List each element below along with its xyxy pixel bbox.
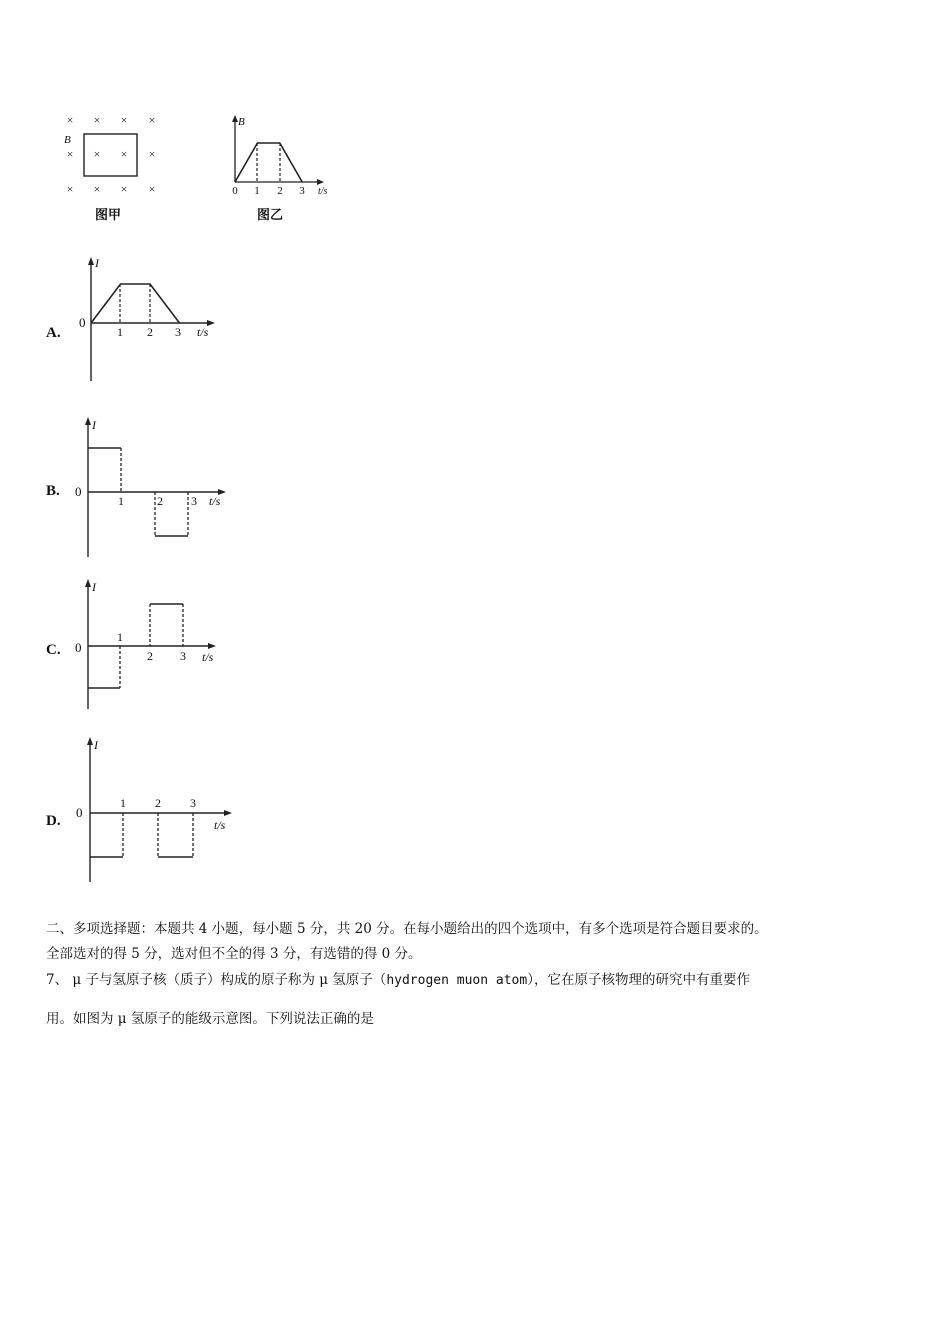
c-origin: 0 [75, 640, 82, 655]
yi-tick-2: 2 [277, 185, 283, 197]
figure-yi [225, 108, 345, 233]
a-tick-2: 2 [147, 325, 153, 339]
coil-frame [84, 134, 137, 176]
option-d-graph [72, 735, 242, 885]
b-tick-1: 1 [118, 494, 124, 508]
cross-mark: × [66, 147, 74, 161]
jia-caption: 图甲 [94, 208, 122, 223]
option-a-label: A. [46, 325, 61, 341]
b-origin: 0 [75, 484, 82, 499]
d-x-label: t/s [214, 818, 226, 832]
b-x-label: t/s [209, 494, 221, 508]
cross-mark: × [148, 113, 156, 127]
jia-crosses [67, 113, 156, 196]
b-tick-2: 2 [157, 494, 163, 508]
cross-mark: × [120, 113, 128, 127]
cross-mark: × [66, 113, 74, 127]
a-tick-1: 1 [117, 325, 123, 339]
option-a-graph [75, 255, 225, 385]
cross-mark: × [93, 147, 101, 161]
cross-mark: × [93, 113, 101, 127]
yi-x-arrow [317, 179, 324, 185]
option-d-label: D. [46, 813, 61, 829]
cross-mark: × [120, 182, 128, 196]
d-x-arrow [224, 810, 232, 816]
option-c-graph [72, 577, 222, 712]
d-pulses [90, 813, 193, 857]
a-tick-3: 3 [175, 325, 181, 339]
cross-mark: × [120, 147, 128, 161]
option-b-graph [72, 415, 232, 560]
c-y-label: I [92, 580, 96, 594]
option-b-label: B. [46, 483, 60, 499]
a-origin: 0 [79, 315, 86, 330]
section-heading-line-2: 全部选对的得 5 分，选对但不全的得 3 分，有选错的得 0 分。 [46, 946, 422, 962]
c-x-label: t/s [202, 650, 214, 664]
b-tick-3: 3 [191, 494, 197, 508]
section-heading-line-1: 二、多项选择题：本题共 4 小题，每小题 5 分，共 20 分。在每小题给出的四个选项中，有多个选项是符合题目要求的。 [46, 921, 768, 937]
cross-mark: × [148, 182, 156, 196]
b-y-label: I [92, 418, 96, 432]
d-tick-2: 2 [155, 796, 161, 810]
cross-mark: × [66, 182, 74, 196]
cross-mark: × [93, 182, 101, 196]
yi-x-label: t/s [318, 186, 328, 197]
yi-tick-3: 3 [299, 185, 305, 197]
d-tick-3: 3 [190, 796, 196, 810]
c-y-arrow [85, 579, 91, 587]
c-tick-1: 1 [117, 630, 123, 644]
d-y-arrow [87, 737, 93, 745]
option-c-label: C. [46, 642, 61, 658]
a-y-arrow [88, 257, 94, 265]
c-x-arrow [208, 643, 216, 649]
jia-b-label: B [64, 134, 71, 146]
a-y-label: I [95, 256, 99, 270]
a-x-label: t/s [197, 325, 209, 339]
yi-origin: 0 [232, 185, 238, 197]
d-origin: 0 [76, 805, 83, 820]
question-7-text-b: ），它在原子核物理的研究中有重要作 [527, 972, 750, 988]
question-7-line-1 [46, 969, 750, 992]
yi-tick-1: 1 [254, 185, 260, 197]
c-tick-2: 2 [147, 649, 153, 663]
yi-caption: 图乙 [256, 208, 284, 223]
b-y-arrow [85, 417, 91, 425]
question-7-line-2: 用。如图为 μ 氢原子的能级示意图。下列说法正确的是 [46, 1011, 374, 1027]
d-tick-1: 1 [120, 796, 126, 810]
d-y-label: I [94, 738, 98, 752]
yi-y-label: B [238, 116, 245, 128]
question-7-english-term: hydrogen muon atom [386, 973, 528, 988]
a-current-curve [91, 284, 180, 323]
figure-jia [58, 108, 168, 233]
yi-b-curve [235, 143, 302, 182]
c-tick-3: 3 [180, 649, 186, 663]
question-7-text-a: 7、 μ 子与氢原子核（质子）构成的原子称为 μ 氢原子（ [46, 972, 387, 988]
cross-mark: × [148, 147, 156, 161]
